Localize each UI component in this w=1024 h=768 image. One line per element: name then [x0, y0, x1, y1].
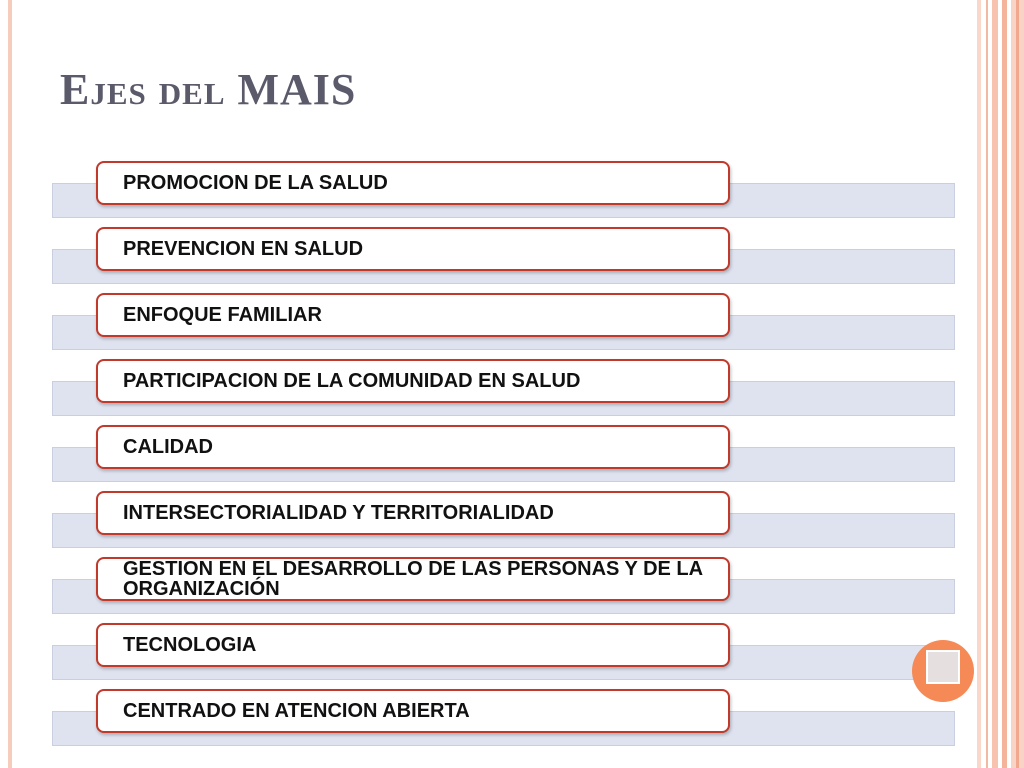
axis-item [96, 359, 730, 403]
axis-item [96, 425, 730, 469]
axis-label: TECNOLOGIA [123, 634, 257, 656]
axis-item [96, 557, 730, 601]
axis-label: CENTRADO EN ATENCION ABIERTA [123, 700, 470, 722]
axis-item [96, 623, 730, 667]
axis-label: PREVENCION EN SALUD [123, 238, 364, 260]
axis-label: GESTION EN EL DESARROLLO DE LAS PERSONAS Y DE LA ORGANIZACIÓN [123, 558, 703, 600]
slide-title: Ejes del MAIS [60, 65, 357, 114]
next-slide-button[interactable] [912, 640, 974, 702]
axis-item [96, 227, 730, 271]
axis-item [96, 293, 730, 337]
axis-label: CALIDAD [123, 436, 213, 458]
axis-item [96, 491, 730, 535]
axis-label: INTERSECTORIALIDAD Y TERRITORIALIDAD [123, 502, 554, 524]
next-slide-icon [926, 650, 960, 684]
axis-label: ENFOQUE FAMILIAR [123, 304, 322, 326]
axis-item [96, 689, 730, 733]
axis-label: PROMOCION DE LA SALUD [123, 172, 388, 194]
axis-item [96, 161, 730, 205]
axis-label: PARTICIPACION DE LA COMUNIDAD EN SALUD [123, 370, 581, 392]
